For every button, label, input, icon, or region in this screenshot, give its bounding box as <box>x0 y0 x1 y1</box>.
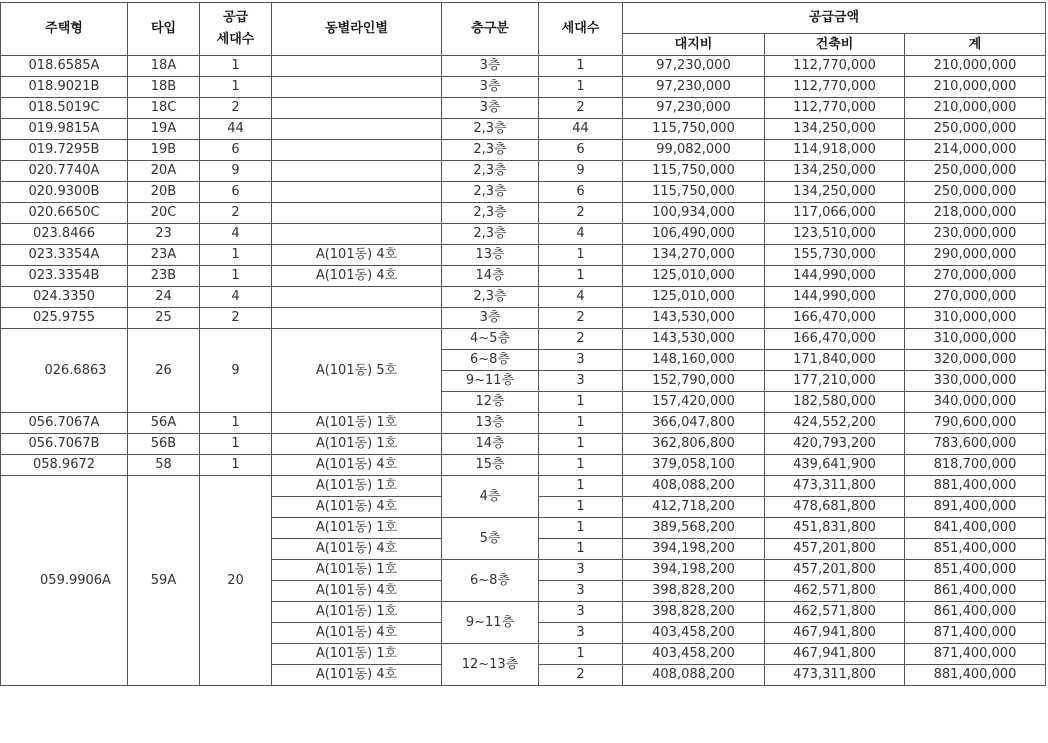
total-cell: 891,400,000 <box>905 497 1046 518</box>
building-line-cell <box>272 203 442 224</box>
supply-units-cell: 1 <box>200 77 272 98</box>
supply-units-cell: 20 <box>200 476 272 686</box>
table-row <box>1 266 1046 287</box>
total-cell: 270,000,000 <box>905 287 1046 308</box>
household-count-cell: 1 <box>539 266 623 287</box>
type-code-cell: 026.6863 <box>1 329 128 413</box>
total-cell: 871,400,000 <box>905 623 1046 644</box>
floor-cell: 3층 <box>442 56 539 77</box>
total-cell: 290,000,000 <box>905 245 1046 266</box>
household-count-cell: 1 <box>539 56 623 77</box>
type-cell: 18B <box>128 77 200 98</box>
land-cost-cell: 148,160,000 <box>623 350 765 371</box>
floor-cell: 2,3층 <box>442 224 539 245</box>
supply-units-cell: 1 <box>200 266 272 287</box>
land-cost-cell: 125,010,000 <box>623 266 765 287</box>
supply-units-cell: 44 <box>200 119 272 140</box>
supply-units-cell: 1 <box>200 56 272 77</box>
total-cell: 218,000,000 <box>905 203 1046 224</box>
building-line-cell <box>272 161 442 182</box>
total-cell: 210,000,000 <box>905 77 1046 98</box>
total-cell: 881,400,000 <box>905 476 1046 497</box>
table-row <box>1 329 1046 350</box>
building-cost-cell: 177,210,000 <box>765 371 905 392</box>
building-line-cell <box>272 224 442 245</box>
floor-cell: 2,3층 <box>442 119 539 140</box>
building-line-cell: A(101동) 1호 <box>272 644 442 665</box>
building-line-cell: A(101동) 4호 <box>272 623 442 644</box>
household-count-cell: 1 <box>539 413 623 434</box>
building-cost-cell: 112,770,000 <box>765 56 905 77</box>
type-cell: 23 <box>128 224 200 245</box>
land-cost-cell: 403,458,200 <box>623 623 765 644</box>
household-count-cell: 9 <box>539 161 623 182</box>
building-cost-cell: 144,990,000 <box>765 287 905 308</box>
household-count-cell: 3 <box>539 371 623 392</box>
land-cost-cell: 100,934,000 <box>623 203 765 224</box>
household-count-cell: 3 <box>539 581 623 602</box>
type-cell: 56B <box>128 434 200 455</box>
total-cell: 250,000,000 <box>905 182 1046 203</box>
building-line-cell <box>272 308 442 329</box>
building-cost-cell: 112,770,000 <box>765 98 905 119</box>
land-cost-cell: 398,828,200 <box>623 602 765 623</box>
total-cell: 851,400,000 <box>905 539 1046 560</box>
total-cell: 250,000,000 <box>905 161 1046 182</box>
total-cell: 214,000,000 <box>905 140 1046 161</box>
building-cost-cell: 166,470,000 <box>765 329 905 350</box>
header-household-count: 세대수 <box>539 3 623 56</box>
building-cost-cell: 457,201,800 <box>765 539 905 560</box>
land-cost-cell: 125,010,000 <box>623 287 765 308</box>
building-cost-cell: 420,793,200 <box>765 434 905 455</box>
table-row <box>1 287 1046 308</box>
table-row <box>1 245 1046 266</box>
building-cost-cell: 439,641,900 <box>765 455 905 476</box>
floor-cell: 12층 <box>442 392 539 413</box>
total-cell: 340,000,000 <box>905 392 1046 413</box>
floor-cell: 3층 <box>442 98 539 119</box>
type-code-cell: 019.7295B <box>1 140 128 161</box>
supply-units-cell: 9 <box>200 161 272 182</box>
header-building-cost: 건축비 <box>765 34 905 56</box>
total-cell: 871,400,000 <box>905 644 1046 665</box>
building-cost-cell: 112,770,000 <box>765 77 905 98</box>
building-cost-cell: 144,990,000 <box>765 266 905 287</box>
total-cell: 818,700,000 <box>905 455 1046 476</box>
building-cost-cell: 182,580,000 <box>765 392 905 413</box>
type-code-cell: 018.6585A <box>1 56 128 77</box>
building-line-cell: A(101동) 4호 <box>272 245 442 266</box>
supply-units-cell: 2 <box>200 203 272 224</box>
household-count-cell: 1 <box>539 497 623 518</box>
household-count-cell: 1 <box>539 518 623 539</box>
total-cell: 310,000,000 <box>905 329 1046 350</box>
building-line-cell: A(101동) 1호 <box>272 434 442 455</box>
land-cost-cell: 134,270,000 <box>623 245 765 266</box>
land-cost-cell: 394,198,200 <box>623 560 765 581</box>
building-line-cell: A(101동) 4호 <box>272 266 442 287</box>
land-cost-cell: 403,458,200 <box>623 644 765 665</box>
supply-units-cell: 6 <box>200 182 272 203</box>
land-cost-cell: 366,047,800 <box>623 413 765 434</box>
household-count-cell: 1 <box>539 644 623 665</box>
household-count-cell: 6 <box>539 140 623 161</box>
table-row <box>1 56 1046 77</box>
total-cell: 881,400,000 <box>905 665 1046 686</box>
type-code-cell: 023.3354A <box>1 245 128 266</box>
floor-cell: 4층 <box>442 476 539 518</box>
type-code-cell: 020.7740A <box>1 161 128 182</box>
type-code-cell: 025.9755 <box>1 308 128 329</box>
floor-cell: 5층 <box>442 518 539 560</box>
household-count-cell: 2 <box>539 98 623 119</box>
table-row <box>1 161 1046 182</box>
building-line-cell: A(101동) 4호 <box>272 497 442 518</box>
floor-cell: 3층 <box>442 308 539 329</box>
supply-units-cell: 2 <box>200 98 272 119</box>
land-cost-cell: 143,530,000 <box>623 308 765 329</box>
building-cost-cell: 134,250,000 <box>765 182 905 203</box>
header-floor-group: 층구분 <box>442 3 539 56</box>
household-count-cell: 4 <box>539 287 623 308</box>
building-line-cell <box>272 287 442 308</box>
header-supply-units: 공급 세대수 <box>200 3 272 56</box>
floor-cell: 4~5층 <box>442 329 539 350</box>
household-count-cell: 2 <box>539 329 623 350</box>
floor-cell: 12~13층 <box>442 644 539 686</box>
table-row <box>1 476 1046 497</box>
total-cell: 310,000,000 <box>905 308 1046 329</box>
building-cost-cell: 457,201,800 <box>765 560 905 581</box>
building-line-cell: A(101동) 1호 <box>272 518 442 539</box>
household-count-cell: 1 <box>539 539 623 560</box>
table-row <box>1 203 1046 224</box>
header-type: 타입 <box>128 3 200 56</box>
household-count-cell: 2 <box>539 203 623 224</box>
total-cell: 210,000,000 <box>905 56 1046 77</box>
building-cost-cell: 478,681,800 <box>765 497 905 518</box>
land-cost-cell: 115,750,000 <box>623 182 765 203</box>
total-cell: 230,000,000 <box>905 224 1046 245</box>
land-cost-cell: 408,088,200 <box>623 476 765 497</box>
household-count-cell: 4 <box>539 224 623 245</box>
building-cost-cell: 424,552,200 <box>765 413 905 434</box>
type-cell: 59A <box>128 476 200 686</box>
household-count-cell: 1 <box>539 476 623 497</box>
building-line-cell <box>272 98 442 119</box>
type-code-cell: 023.3354B <box>1 266 128 287</box>
type-cell: 58 <box>128 455 200 476</box>
total-cell: 841,400,000 <box>905 518 1046 539</box>
supply-units-cell: 4 <box>200 224 272 245</box>
land-cost-cell: 115,750,000 <box>623 161 765 182</box>
supply-units-cell: 1 <box>200 245 272 266</box>
building-cost-cell: 462,571,800 <box>765 602 905 623</box>
building-cost-cell: 117,066,000 <box>765 203 905 224</box>
table-row <box>1 308 1046 329</box>
supply-units-cell: 4 <box>200 287 272 308</box>
building-cost-cell: 467,941,800 <box>765 644 905 665</box>
header-supply-price: 공급금액 <box>623 3 1046 34</box>
building-cost-cell: 134,250,000 <box>765 161 905 182</box>
header-type-code: 주택형 <box>1 3 128 56</box>
type-code-cell: 020.6650C <box>1 203 128 224</box>
land-cost-cell: 143,530,000 <box>623 329 765 350</box>
household-count-cell: 44 <box>539 119 623 140</box>
household-count-cell: 3 <box>539 560 623 581</box>
household-count-cell: 3 <box>539 623 623 644</box>
building-line-cell <box>272 182 442 203</box>
building-line-cell: A(101동) 1호 <box>272 560 442 581</box>
building-cost-cell: 155,730,000 <box>765 245 905 266</box>
total-cell: 320,000,000 <box>905 350 1046 371</box>
type-cell: 20C <box>128 203 200 224</box>
table-row <box>1 455 1046 476</box>
land-cost-cell: 99,082,000 <box>623 140 765 161</box>
household-count-cell: 6 <box>539 182 623 203</box>
total-cell: 861,400,000 <box>905 581 1046 602</box>
type-cell: 19A <box>128 119 200 140</box>
building-cost-cell: 123,510,000 <box>765 224 905 245</box>
type-cell: 20A <box>128 161 200 182</box>
land-cost-cell: 389,568,200 <box>623 518 765 539</box>
building-line-cell: A(101동) 4호 <box>272 539 442 560</box>
floor-cell: 15층 <box>442 455 539 476</box>
building-line-cell: A(101동) 4호 <box>272 581 442 602</box>
building-line-cell <box>272 119 442 140</box>
type-code-cell: 020.9300B <box>1 182 128 203</box>
header-total: 계 <box>905 34 1046 56</box>
type-code-cell: 058.9672 <box>1 455 128 476</box>
table-row <box>1 224 1046 245</box>
type-code-cell: 019.9815A <box>1 119 128 140</box>
type-cell: 26 <box>128 329 200 413</box>
table-row <box>1 140 1046 161</box>
total-cell: 270,000,000 <box>905 266 1046 287</box>
building-cost-cell: 462,571,800 <box>765 581 905 602</box>
total-cell: 790,600,000 <box>905 413 1046 434</box>
building-cost-cell: 171,840,000 <box>765 350 905 371</box>
floor-cell: 9~11층 <box>442 602 539 644</box>
building-line-cell: A(101동) 1호 <box>272 476 442 497</box>
type-cell: 25 <box>128 308 200 329</box>
type-code-cell: 023.8466 <box>1 224 128 245</box>
header-building-line: 동별라인별 <box>272 3 442 56</box>
land-cost-cell: 106,490,000 <box>623 224 765 245</box>
household-count-cell: 1 <box>539 434 623 455</box>
floor-cell: 6~8층 <box>442 350 539 371</box>
floor-cell: 14층 <box>442 266 539 287</box>
supply-units-cell: 6 <box>200 140 272 161</box>
land-cost-cell: 157,420,000 <box>623 392 765 413</box>
floor-cell: 2,3층 <box>442 287 539 308</box>
supply-units-cell: 9 <box>200 329 272 413</box>
supply-units-cell: 1 <box>200 413 272 434</box>
household-count-cell: 3 <box>539 350 623 371</box>
type-cell: 20B <box>128 182 200 203</box>
table-body <box>1 56 1046 686</box>
building-cost-cell: 451,831,800 <box>765 518 905 539</box>
floor-cell: 13층 <box>442 413 539 434</box>
type-cell: 23A <box>128 245 200 266</box>
land-cost-cell: 152,790,000 <box>623 371 765 392</box>
floor-cell: 2,3층 <box>442 140 539 161</box>
supply-units-cell: 2 <box>200 308 272 329</box>
type-code-cell: 056.7067B <box>1 434 128 455</box>
type-code-cell: 024.3350 <box>1 287 128 308</box>
land-cost-cell: 362,806,800 <box>623 434 765 455</box>
type-code-cell: 018.9021B <box>1 77 128 98</box>
land-cost-cell: 97,230,000 <box>623 77 765 98</box>
land-cost-cell: 97,230,000 <box>623 98 765 119</box>
land-cost-cell: 97,230,000 <box>623 56 765 77</box>
total-cell: 210,000,000 <box>905 98 1046 119</box>
type-cell: 56A <box>128 413 200 434</box>
land-cost-cell: 115,750,000 <box>623 119 765 140</box>
building-line-cell: A(101동) 5호 <box>272 329 442 413</box>
type-code-cell: 018.5019C <box>1 98 128 119</box>
building-line-cell: A(101동) 4호 <box>272 665 442 686</box>
type-cell: 18A <box>128 56 200 77</box>
floor-cell: 2,3층 <box>442 203 539 224</box>
building-line-cell: A(101동) 1호 <box>272 413 442 434</box>
header-land-cost: 대지비 <box>623 34 765 56</box>
household-count-cell: 1 <box>539 245 623 266</box>
building-line-cell: A(101동) 4호 <box>272 455 442 476</box>
land-cost-cell: 412,718,200 <box>623 497 765 518</box>
table-row <box>1 434 1046 455</box>
table-row <box>1 119 1046 140</box>
building-line-cell <box>272 56 442 77</box>
building-line-cell: A(101동) 1호 <box>272 602 442 623</box>
building-cost-cell: 467,941,800 <box>765 623 905 644</box>
supply-units-cell: 1 <box>200 455 272 476</box>
floor-cell: 2,3층 <box>442 182 539 203</box>
household-count-cell: 2 <box>539 308 623 329</box>
table-row <box>1 77 1046 98</box>
land-cost-cell: 379,058,100 <box>623 455 765 476</box>
building-cost-cell: 114,918,000 <box>765 140 905 161</box>
building-cost-cell: 473,311,800 <box>765 476 905 497</box>
table-row <box>1 182 1046 203</box>
building-cost-cell: 134,250,000 <box>765 119 905 140</box>
floor-cell: 2,3층 <box>442 161 539 182</box>
total-cell: 250,000,000 <box>905 119 1046 140</box>
supply-price-table <box>0 2 1046 686</box>
table-row <box>1 98 1046 119</box>
table-row <box>1 413 1046 434</box>
household-count-cell: 1 <box>539 77 623 98</box>
household-count-cell: 1 <box>539 392 623 413</box>
type-cell: 18C <box>128 98 200 119</box>
type-code-cell: 059.9906A <box>1 476 128 686</box>
type-cell: 19B <box>128 140 200 161</box>
type-cell: 23B <box>128 266 200 287</box>
building-line-cell <box>272 77 442 98</box>
building-cost-cell: 473,311,800 <box>765 665 905 686</box>
floor-cell: 9~11층 <box>442 371 539 392</box>
household-count-cell: 3 <box>539 602 623 623</box>
floor-cell: 6~8층 <box>442 560 539 602</box>
floor-cell: 3층 <box>442 77 539 98</box>
total-cell: 851,400,000 <box>905 560 1046 581</box>
total-cell: 330,000,000 <box>905 371 1046 392</box>
type-code-cell: 056.7067A <box>1 413 128 434</box>
land-cost-cell: 398,828,200 <box>623 581 765 602</box>
household-count-cell: 2 <box>539 665 623 686</box>
household-count-cell: 1 <box>539 455 623 476</box>
floor-cell: 13층 <box>442 245 539 266</box>
floor-cell: 14층 <box>442 434 539 455</box>
total-cell: 783,600,000 <box>905 434 1046 455</box>
type-cell: 24 <box>128 287 200 308</box>
building-cost-cell: 166,470,000 <box>765 308 905 329</box>
land-cost-cell: 408,088,200 <box>623 665 765 686</box>
supply-units-cell: 1 <box>200 434 272 455</box>
building-line-cell <box>272 140 442 161</box>
total-cell: 861,400,000 <box>905 602 1046 623</box>
land-cost-cell: 394,198,200 <box>623 539 765 560</box>
